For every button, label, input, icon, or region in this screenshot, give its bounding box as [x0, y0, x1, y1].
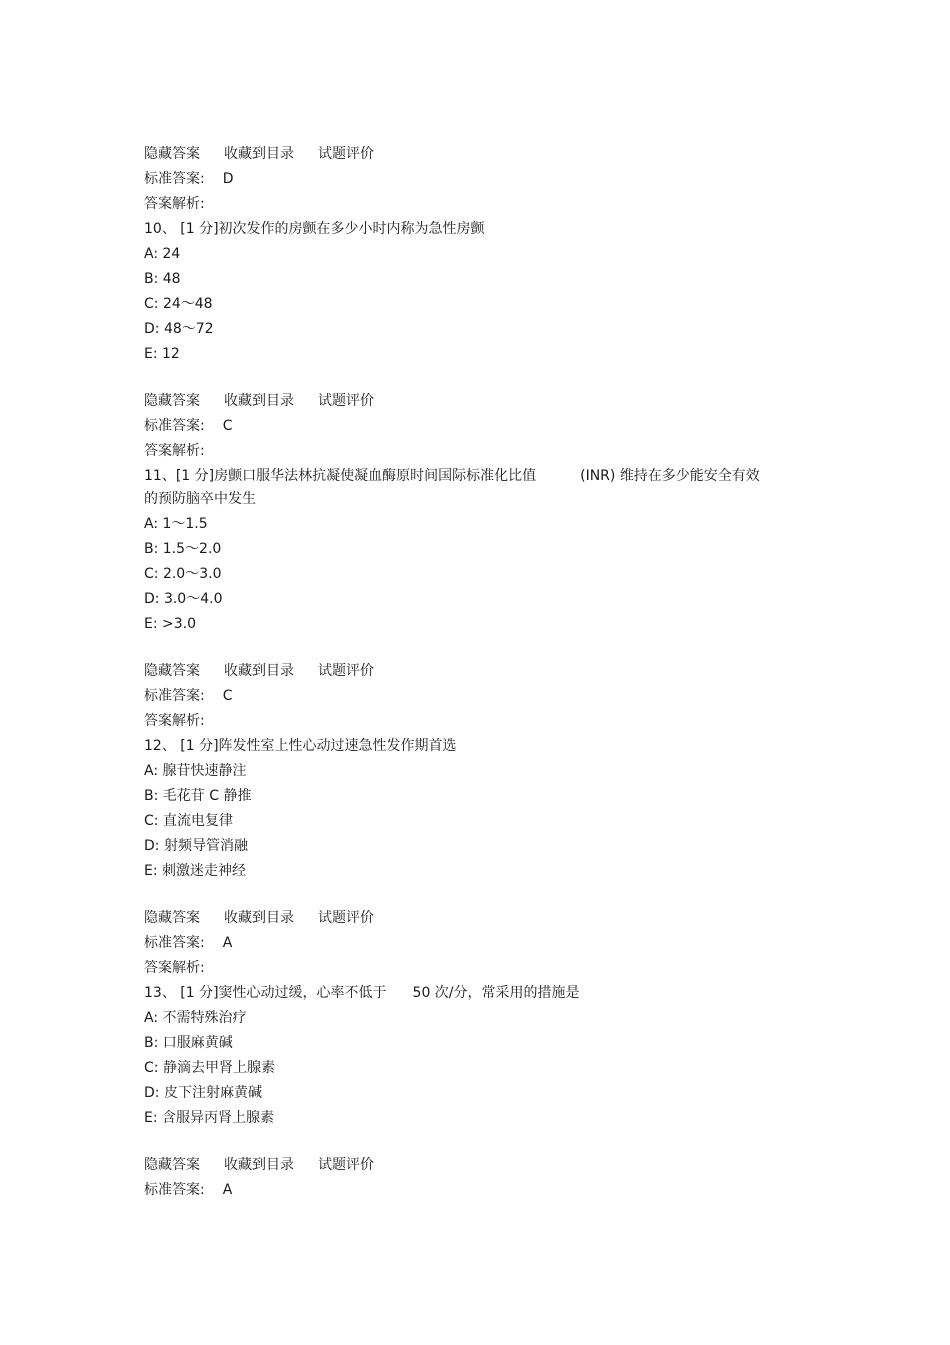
question-title: 12、 [1 分]阵发性室上性心动过速急性发作期首选 — [144, 738, 457, 754]
add-to-favorites-link[interactable]: 收藏到目录 — [224, 910, 294, 926]
document-body — [144, 142, 804, 1203]
rate-question-link[interactable]: 试题评价 — [318, 146, 374, 162]
standard-answer-row — [144, 414, 804, 439]
add-to-favorites-link[interactable]: 收藏到目录 — [224, 1157, 294, 1173]
standard-answer-value: C — [222, 688, 233, 704]
answer-analysis-label: 答案解析: — [144, 196, 205, 212]
add-to-favorites-link[interactable]: 收藏到目录 — [224, 663, 294, 679]
standard-answer-value: C — [222, 418, 233, 434]
standard-answer-label: 标准答案: — [144, 935, 205, 951]
option-d[interactable]: D: 皮下注射麻黄碱 — [144, 1085, 262, 1101]
rate-question-link[interactable]: 试题评价 — [318, 1157, 374, 1173]
standard-answer-label: 标准答案: — [144, 688, 205, 704]
option-c[interactable]: C: 静滴去甲肾上腺素 — [144, 1060, 275, 1076]
standard-answer-label: 标准答案: — [144, 171, 205, 187]
standard-answer-row — [144, 931, 804, 956]
rate-question-link[interactable]: 试题评价 — [318, 393, 374, 409]
answer-toolbar — [144, 389, 804, 414]
hide-answer-link[interactable]: 隐藏答案 — [144, 393, 200, 409]
standard-answer-row — [144, 167, 804, 192]
standard-answer-label: 标准答案: — [144, 418, 205, 434]
answer-analysis-label: 答案解析: — [144, 960, 205, 976]
option-c[interactable]: C: 2.0～3.0 — [144, 566, 222, 582]
question-title-part-1: 11、[1 分]房颤口服华法林抗凝使凝血酶原时间国际标准化比值 — [144, 468, 537, 484]
answer-toolbar — [144, 1153, 804, 1178]
question-title-part-1: 13、 [1 分]窦性心动过缓，心率不低于 — [144, 985, 387, 1001]
standard-answer-label: 标准答案: — [144, 1182, 205, 1198]
answer-analysis-label: 答案解析: — [144, 443, 205, 459]
add-to-favorites-link[interactable]: 收藏到目录 — [224, 393, 294, 409]
option-c[interactable]: C: 直流电复律 — [144, 813, 233, 829]
answer-block-q9 — [144, 142, 804, 217]
question-title: 10、 [1 分]初次发作的房颤在多少小时内称为急性房颤 — [144, 221, 485, 237]
hide-answer-link[interactable]: 隐藏答案 — [144, 910, 200, 926]
standard-answer-row — [144, 684, 804, 709]
standard-answer-value: A — [222, 1182, 233, 1198]
hide-answer-link[interactable]: 隐藏答案 — [144, 663, 200, 679]
question-title-part-2: (INR) 维持在多少能安全有效 — [580, 468, 760, 484]
standard-answer-row — [144, 1178, 804, 1203]
option-b[interactable]: B: 毛花苷 C 静推 — [144, 788, 252, 804]
question-title — [144, 981, 804, 1006]
option-a[interactable]: A: 24 — [144, 246, 181, 262]
standard-answer-value: D — [222, 171, 234, 187]
answer-toolbar — [144, 142, 804, 167]
option-a[interactable]: A: 不需特殊治疗 — [144, 1010, 247, 1026]
option-e[interactable]: E: 12 — [144, 346, 180, 362]
option-d[interactable]: D: 射频导管消融 — [144, 838, 248, 854]
rate-question-link[interactable]: 试题评价 — [318, 910, 374, 926]
option-c[interactable]: C: 24～48 — [144, 296, 213, 312]
question-11 — [144, 464, 804, 734]
option-b[interactable]: B: 48 — [144, 271, 181, 287]
option-e[interactable]: E: 含服异丙肾上腺素 — [144, 1110, 275, 1126]
rate-question-link[interactable]: 试题评价 — [318, 663, 374, 679]
answer-toolbar — [144, 906, 804, 931]
add-to-favorites-link[interactable]: 收藏到目录 — [224, 146, 294, 162]
question-10 — [144, 217, 804, 464]
question-title — [144, 464, 804, 512]
question-title-part-3: 的预防脑卒中发生 — [144, 491, 256, 507]
question-12 — [144, 734, 804, 981]
standard-answer-value: A — [222, 935, 233, 951]
option-a[interactable]: A: 1～1.5 — [144, 516, 208, 532]
answer-toolbar — [144, 659, 804, 684]
hide-answer-link[interactable]: 隐藏答案 — [144, 1157, 200, 1173]
question-title-part-2: 50 次/分，常采用的措施是 — [412, 985, 580, 1001]
question-13 — [144, 981, 804, 1203]
option-d[interactable]: D: 48～72 — [144, 321, 214, 337]
answer-analysis-label: 答案解析: — [144, 713, 205, 729]
option-d[interactable]: D: 3.0～4.0 — [144, 591, 223, 607]
option-e[interactable]: E: 刺激迷走神经 — [144, 863, 247, 879]
option-e[interactable]: E: >3.0 — [144, 616, 197, 632]
option-b[interactable]: B: 口服麻黄碱 — [144, 1035, 233, 1051]
option-a[interactable]: A: 腺苷快速静注 — [144, 763, 247, 779]
option-b[interactable]: B: 1.5～2.0 — [144, 541, 222, 557]
hide-answer-link[interactable]: 隐藏答案 — [144, 146, 200, 162]
